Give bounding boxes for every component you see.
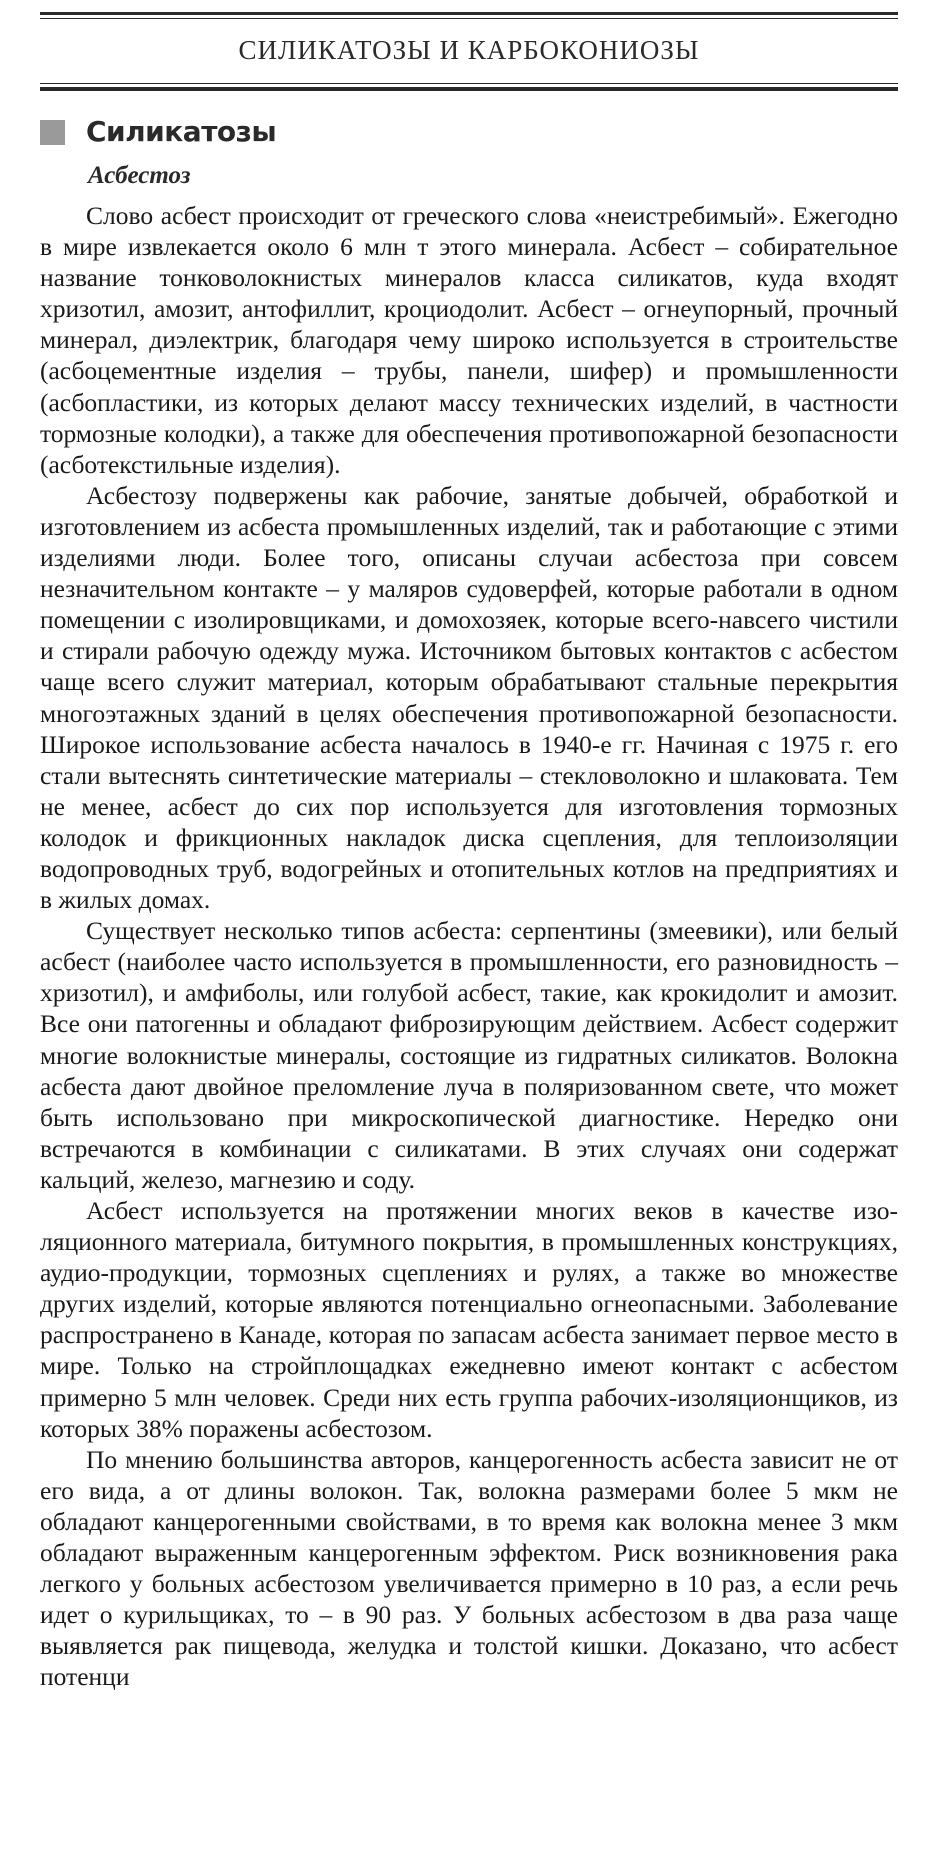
paragraph-2: Асбестозу подвержены как рабочие, занятые добычей, обработкой и изготовлением из асбеста промышленных изделий, так и работающие с этими изделиями люди. Более того, описаны случаи асбестоза при совсем незначительном контакте – у маляров судоверфей, которые работали в одном помещении с изолировщиками, и домохозяек, которые всего-навсего чистили и стирали рабочую одежду мужа. Источником бытовых контактов с асбестом чаще всего служит материал, которым обрабатывают стальные перекрытия многоэтажных зданий в целях обеспечения противопожарной безопасности. Широкое использование асбеста началось в 1940-е гг. Начиная с 1975 г. его стали вытеснять синтетические материалы – стекловолокно и шлаковата. Тем не менее, асбест до сих пор используется для изготовления тормозных колодок и фрикционных накладок диска сцепления, для теплоизоляции водопроводных труб, водогрейных и отопительных котлов на предприятиях и в жилых домах. [40, 480, 898, 915]
subsection-title: Асбестоз [88, 162, 191, 189]
header-rule-thin-top [40, 18, 898, 19]
header-rule-thick-bottom [40, 87, 898, 91]
paragraph-5: По мнению большинства авторов, канцерогенность асбеста зависит не от его вида, а от длины волокон. Так, волокна размерами более 5 мкм не обладают канцерогенными свойствами, в то время как волокна менее 3 мкм обладают выраженным канцерогенным эффектом. Риск возникновения рака легкого у больных асбестозом увеличивается примерно в 10 раз, а если речь идет о курильщиках, то – в 90 раз. У больных асбестозом в два раза чаще выявляется рак пищевода, желудка и толстой кишки. Доказано, что асбест потенци [40, 1444, 898, 1692]
paragraph-4: Асбест используется на протяжении многих веков в качестве изоляционного материала, битумного покрытия, в промышленных конструкциях, аудио-продукции, тормозных сцеплениях и рулях, а также во множестве других изделий, которые являются потенциально огнеопасными. Заболевание распространено в Канаде, которая по запасам асбеста занимает первое место в мире. Только на стройплощадках ежедневно имеют контакт с асбестом примерно 5 млн человек. Среди них есть группа рабочих-изоляционщиков, из которых 38% поражены асбестозом. [40, 1196, 898, 1443]
section-title: Силикатозы [86, 115, 277, 148]
section-square-icon [40, 120, 65, 145]
header-rule-thick-top [40, 12, 898, 15]
paragraph-3: Существует несколько типов асбеста: серпентины (змеевики), или белый асбест (наиболее часто используется в промышленности, его разновидность – хризотил), и амфиболы, или голубой асбест, такие, как крокидолит и амозит. Все они патогенны и обладают фиброзирующим действием. Асбест содержит многие волокнистые минералы, состоящие из гидратных силикатов. Волокна асбеста дают двойное преломление луча в поляризованном свете, что может быть использовано при микроскопической диагностике. Нередко они встречаются в комбинации с силикатами. В этих случаях они содержат кальций, железо, магнезию и соду. [40, 916, 898, 1194]
body-text [40, 200, 898, 1693]
running-head: СИЛИКАТОЗЫ И КАРБОКОНИОЗЫ [238, 35, 700, 65]
header-rule-thin-bottom [40, 83, 898, 84]
book-page [40, 0, 898, 1860]
paragraph-1: Слово асбест происходит от греческого слова «неистребимый». Ежегодно в мире извлекается около 6 млн т этого минерала. Асбест – собирательное название тонковолокнистых минералов класса силикатов, куда входят хризотил, амозит, антофиллит, кроциодолит. Асбест – огнеупорный, прочный минерал, диэлектрик, благодаря чему широко используется в строительстве (асбоцементные изделия – трубы, панели, шифер) и промышленности (асбопластики, из которых делают массу технических изделий, в частности тормозные колодки), а также для обеспечения противопожарной безопасности (асботекстильные изделия). [40, 201, 898, 479]
